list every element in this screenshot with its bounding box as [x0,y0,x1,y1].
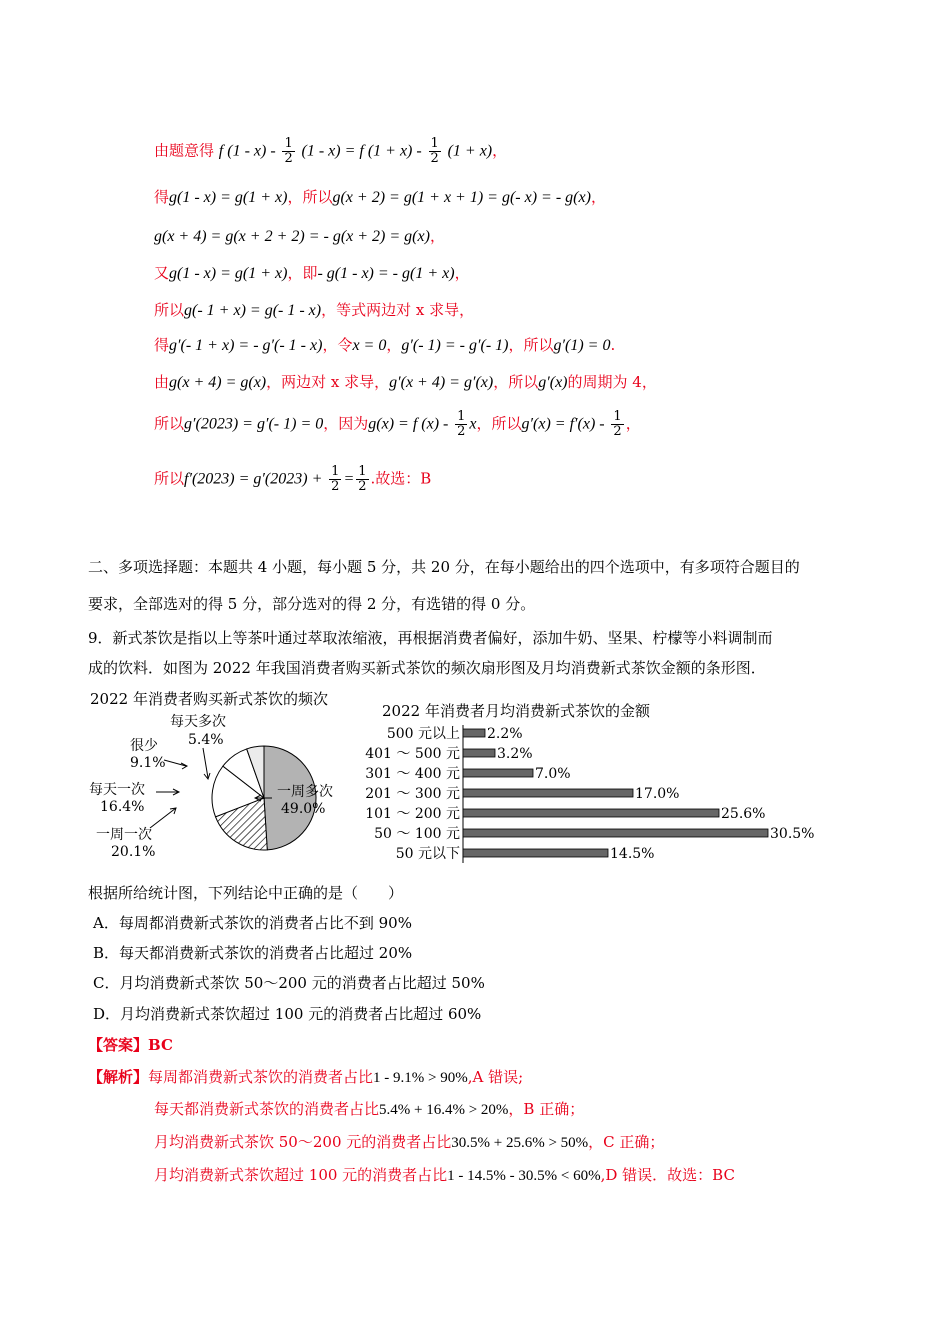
bar-value-5: 30.5% [770,826,815,842]
text: 的周期为 4， [567,373,657,391]
formula: (1 - x) = f (1 + x) - [301,142,422,160]
bar-value-0: 2.2% [487,726,523,742]
bar-3 [463,789,633,797]
text: 由 [154,373,170,391]
text: 得 [154,188,170,206]
fraction [282,137,294,166]
pie-label-name-0: 一周多次 [277,784,333,800]
analysis-line-3 [154,1131,664,1152]
analysis-line-2 [154,1098,584,1119]
bar-chart [365,696,815,868]
bar-value-2: 7.0% [535,766,571,782]
solution-line-2 [154,186,606,207]
text: ， [429,227,445,245]
text: 每周都消费新式茶饮的消费者占比 [148,1068,374,1086]
formula: x [469,415,477,433]
text: ，所以 [287,188,333,206]
analysis-line-4 [154,1164,735,1185]
option-b[interactable]: B．每天都消费新式茶饮的消费者占比超过 20% [93,944,413,962]
formula: 5.4% + 16.4% > 20% [379,1102,509,1118]
bar-1 [463,749,495,757]
bar-category-2: 301 ～ 400 元 [365,766,460,782]
pie-title: 2022 年消费者购买新式茶饮的频次 [90,690,328,708]
section-heading-line-2: 要求，全部选对的得 5 分，部分选对的得 2 分，有选错的得 0 分。 [88,595,536,613]
text: 所以 [154,469,185,488]
text: ，等式两边对 x 求导， [321,301,475,319]
formula: = [343,470,355,488]
pie-label-name-2: 每天一次 [89,782,145,798]
text: ，所以 [476,414,522,433]
formula: g′(x + 4) = g′(x) [389,374,494,391]
pie-label-value-0: 49.0% [281,801,326,817]
text: ，令 [322,336,353,354]
text: 月均消费新式茶饮超过 100 元的消费者占比 [154,1166,448,1184]
formula: 1 - 9.1% > 90% [373,1070,468,1086]
bar-category-5: 50 ～ 100 元 [374,826,460,842]
formula: g(- 1 + x) = g(- 1 - x) [184,302,322,319]
bar-0 [463,729,485,737]
bar-category-3: 201 ～ 300 元 [365,786,460,802]
solution-line-7 [154,371,657,392]
text: ，两边对 x 求导， [266,373,390,391]
numerator: 1 [284,136,293,151]
answer-line [88,1034,173,1055]
text: ， [492,141,508,160]
question-text: 新式茶饮是指以上等茶叶通过萃取浓缩液，再根据消费者偏好，添加牛奶、坚果、柠檬等小料调制而 [112,629,773,647]
formula: - g(1 - x) = - g(1 + x) [317,265,455,282]
formula: g(x + 4) = g(x) [169,374,267,391]
analysis-line-1 [88,1066,523,1087]
solution-line-5 [154,299,474,320]
text: 所以 [154,301,185,319]
solution-line-4 [154,262,470,283]
denominator: 2 [331,479,340,494]
text: ，所以 [493,373,539,391]
bar-category-6: 50 元以下 [395,846,460,862]
bar-category-0: 500 元以上 [386,726,460,742]
formula: g′(x) = f′(x) - [521,415,605,433]
formula: 1 - 14.5% - 30.5% < 60% [447,1168,601,1184]
fraction [455,410,467,439]
denominator: 2 [613,424,622,439]
bar-category-1: 401 ～ 500 元 [365,746,460,762]
text: . [610,336,616,354]
formula: g′(x) [538,374,568,391]
denominator: 2 [457,424,466,439]
fraction [429,137,441,166]
formula: g(x + 4) = g(x + 2 + 2) = - g(x + 2) = g(x) [154,228,430,245]
pie-label-value-1: 20.1% [111,844,156,860]
numerator: 1 [430,136,439,151]
pie-chart [86,684,376,864]
bar-value-3: 17.0% [635,786,680,802]
formula: g′(1) = 0 [553,337,611,354]
denominator: 2 [430,151,439,166]
text: 月均消费新式茶饮 50～200 元的消费者占比 [154,1133,452,1151]
text: ,D 错误．故选：BC [600,1166,735,1184]
text: ,A 错误; [467,1068,524,1086]
denominator: 2 [284,151,293,166]
text: ，所以 [508,336,554,354]
solution-line-8 [154,410,641,439]
bar-group [365,726,814,862]
pie-label-value-3: 9.1% [130,755,166,771]
formula: x = 0 [352,337,387,354]
formula: f (1 - x) - [218,142,276,160]
denominator: 2 [358,479,367,494]
bar-5 [463,829,768,837]
text: ， [386,336,402,354]
text: 所以 [154,414,185,433]
text: ， [590,188,606,206]
question-prompt: 根据所给统计图，下列结论中正确的是（ ） [88,884,404,902]
bar-value-6: 14.5% [610,846,655,862]
answer-value: BC [148,1036,173,1054]
formula: g(x) = f (x) - [368,415,449,433]
text: ，B 正确； [508,1100,585,1118]
formula: g′(- 1) = - g′(- 1) [401,337,509,354]
pie-label-name-4: 每天多次 [170,714,226,730]
formula: g(1 - x) = g(1 + x) [169,189,288,206]
text: ， [454,264,470,282]
question-line-1 [88,627,773,648]
text: ，因为 [323,414,369,433]
numerator: 1 [613,409,622,424]
solution-line-9 [154,465,431,494]
text: 得 [154,336,170,354]
solution-line-6 [154,334,615,355]
formula: g′(- 1 + x) = - g′(- 1 - x) [169,337,323,354]
option-c[interactable]: C．月均消费新式茶饮 50～200 元的消费者占比超过 50% [93,974,485,992]
fraction [329,465,341,494]
text: .故选：B [370,469,432,488]
bar-value-4: 25.6% [721,806,766,822]
bar-value-1: 3.2% [497,746,533,762]
formula: f′(2023) = g′(2023) + [184,470,323,488]
text: ，即 [287,264,318,282]
bar-4 [463,809,719,817]
bar-6 [463,849,608,857]
option-a[interactable]: A．每周都消费新式茶饮的消费者占比不到 90% [93,914,412,932]
text: ， [625,414,641,433]
analysis-label: 【解析】 [88,1068,149,1086]
pie-label-name-3: 很少 [130,738,158,754]
formula: 30.5% + 25.6% > 50% [451,1135,589,1151]
formula: g(1 - x) = g(1 + x) [169,265,288,282]
text: 又 [154,264,170,282]
solution-line-3 [154,225,445,246]
section-heading-line-1: 二、多项选择题：本题共 4 小题，每小题 5 分，共 20 分，在每小题给出的四个选项中，有多项符合题目的 [88,558,800,576]
pie-label-value-2: 16.4% [100,799,145,815]
numerator: 1 [358,464,367,479]
text: 每天都消费新式茶饮的消费者占比 [154,1100,380,1118]
formula: (1 + x) [447,142,493,160]
text: 由题意得 [154,141,215,160]
pie-label-name-1: 一周一次 [96,827,152,843]
option-d[interactable]: D．月均消费新式茶饮超过 100 元的消费者占比超过 60% [93,1005,482,1023]
fraction [356,465,368,494]
answer-label: 【答案】 [88,1036,149,1054]
solution-line-1 [154,137,507,166]
bar-title: 2022 年消费者月均消费新式茶饮的金额 [382,702,650,720]
formula: g(x + 2) = g(1 + x + 1) = g(- x) = - g(x) [332,189,591,206]
bar-category-4: 101 ～ 200 元 [365,806,460,822]
question-line-2: 成的饮料．如图为 2022 年我国消费者购买新式茶饮的频次扇形图及月均消费新式茶饮金额的条形图． [88,659,766,677]
numerator: 1 [331,464,340,479]
fraction [611,410,623,439]
text: ，C 正确； [588,1133,665,1151]
formula: g′(2023) = g′(- 1) = 0 [184,415,324,433]
pie-label-value-4: 5.4% [188,732,224,748]
bar-2 [463,769,533,777]
question-number: 9． [88,629,113,647]
numerator: 1 [457,409,466,424]
